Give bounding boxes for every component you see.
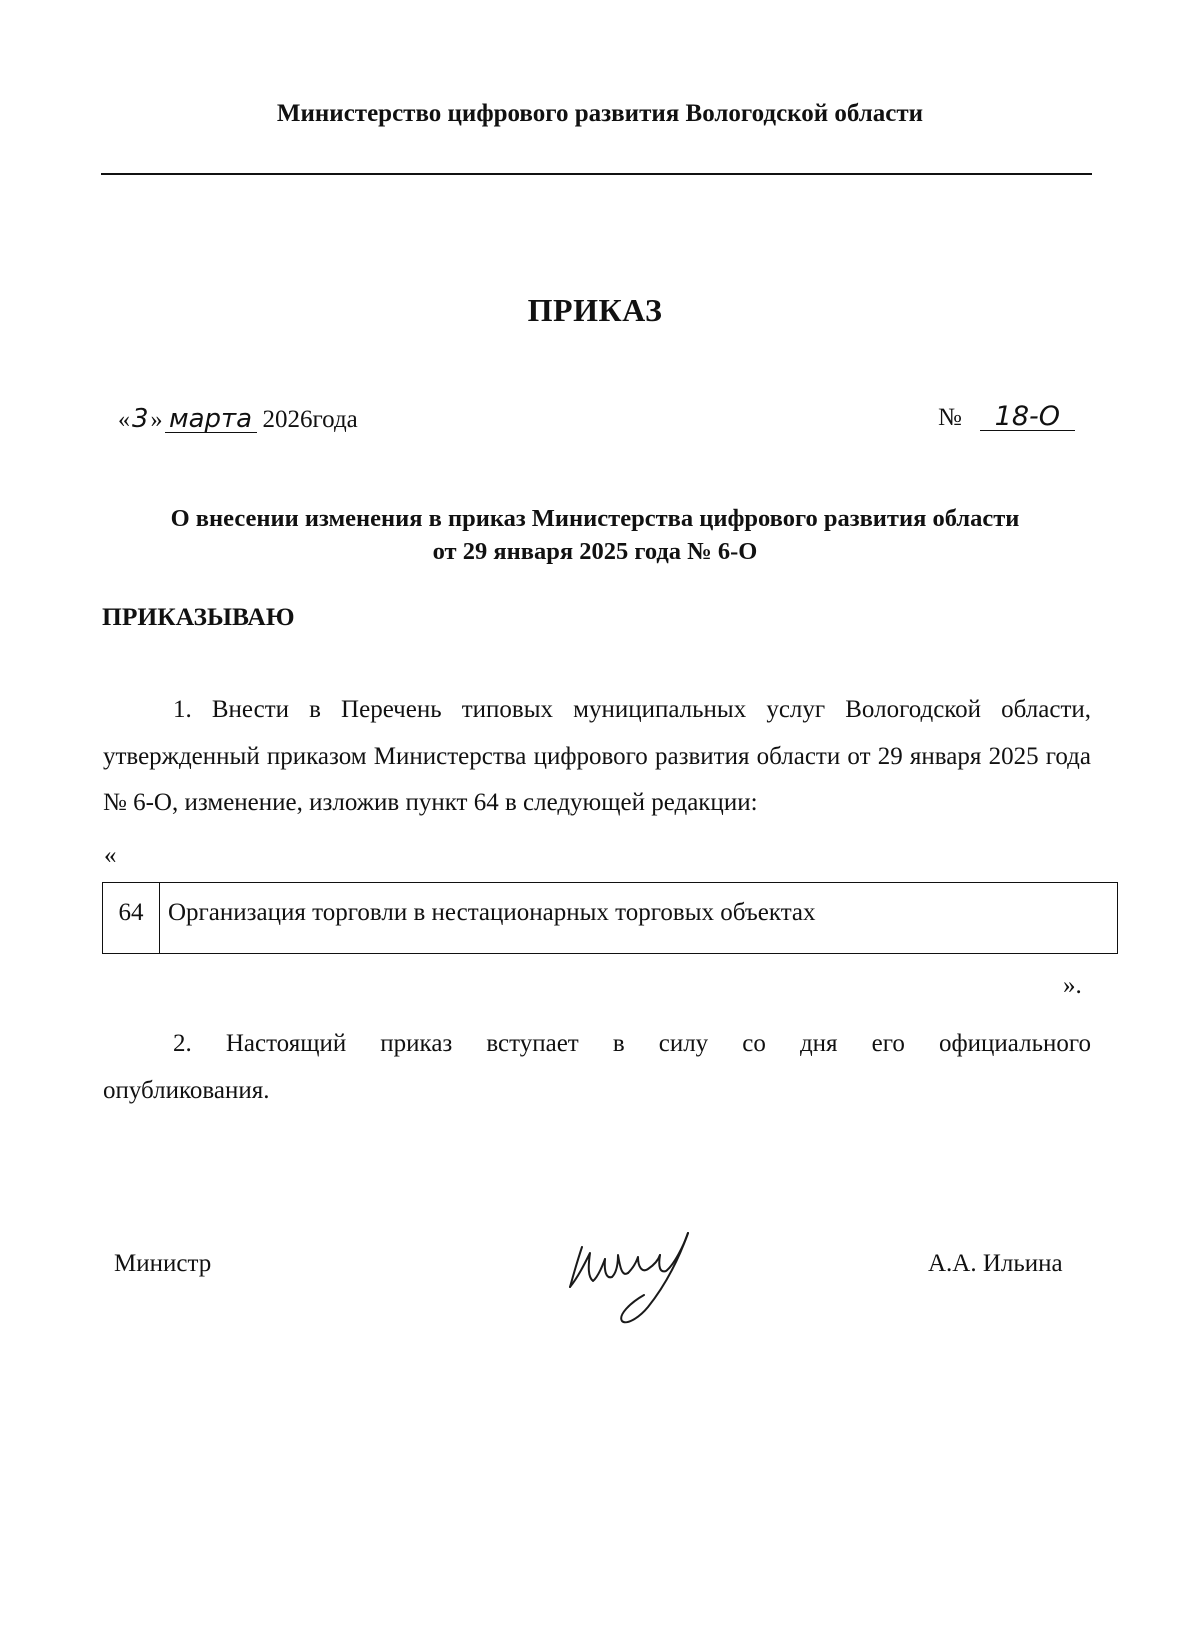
- subject-line-1: О внесении изменения в приказ Министерства цифрового развития области: [170, 505, 1020, 532]
- amendment-open-quote: «: [104, 842, 117, 869]
- order-number: [938, 401, 1075, 432]
- paragraph-2-line-2: опубликования.: [103, 1076, 270, 1104]
- table-cell-text: Организация торговли в нестационарных торговых объектах: [168, 899, 816, 926]
- date-year-suffix: года: [312, 406, 358, 433]
- order-directive: ПРИКАЗЫВАЮ: [102, 602, 295, 631]
- date-close-quote: »: [150, 407, 163, 433]
- date-day: 3: [132, 404, 149, 434]
- subject-line-2: от 29 января 2025 года № 6-О: [432, 538, 758, 565]
- paragraph-2-line-1: 2. Настоящий приказ вступает в силу со дня его официального: [173, 1030, 1091, 1057]
- document-title: ПРИКАЗ: [527, 292, 663, 328]
- amendment-close-quote: ».: [1063, 972, 1082, 999]
- order-date: [118, 404, 358, 434]
- table-cell-number: 64: [103, 883, 160, 953]
- amendment-table: [102, 882, 1118, 954]
- handwritten-signature: [560, 1225, 710, 1335]
- order-number-value: 18-О: [980, 404, 1075, 431]
- number-sign: №: [938, 404, 962, 431]
- paragraph-1: [103, 687, 1091, 827]
- date-month: марта: [165, 406, 257, 433]
- paragraph-2: [103, 1021, 1091, 1114]
- date-year: 2026: [262, 406, 313, 433]
- date-open-quote: «: [118, 407, 130, 433]
- header-divider: [101, 173, 1092, 175]
- signer-position: Министр: [114, 1250, 212, 1277]
- paragraph-1-text: 1. Внести в Перечень типовых муниципальных услуг Вологодской области, утвержденный приказом Министерства цифрового развития области от 29 января 2025 года № 6-О, изменение, изложив пункт 64 в следующей редакции:: [103, 696, 1091, 816]
- ministry-name: Министерство цифрового развития Вологодской области: [276, 100, 924, 127]
- order-subject: [100, 502, 1090, 568]
- signer-name: А.А. Ильина: [928, 1250, 1063, 1277]
